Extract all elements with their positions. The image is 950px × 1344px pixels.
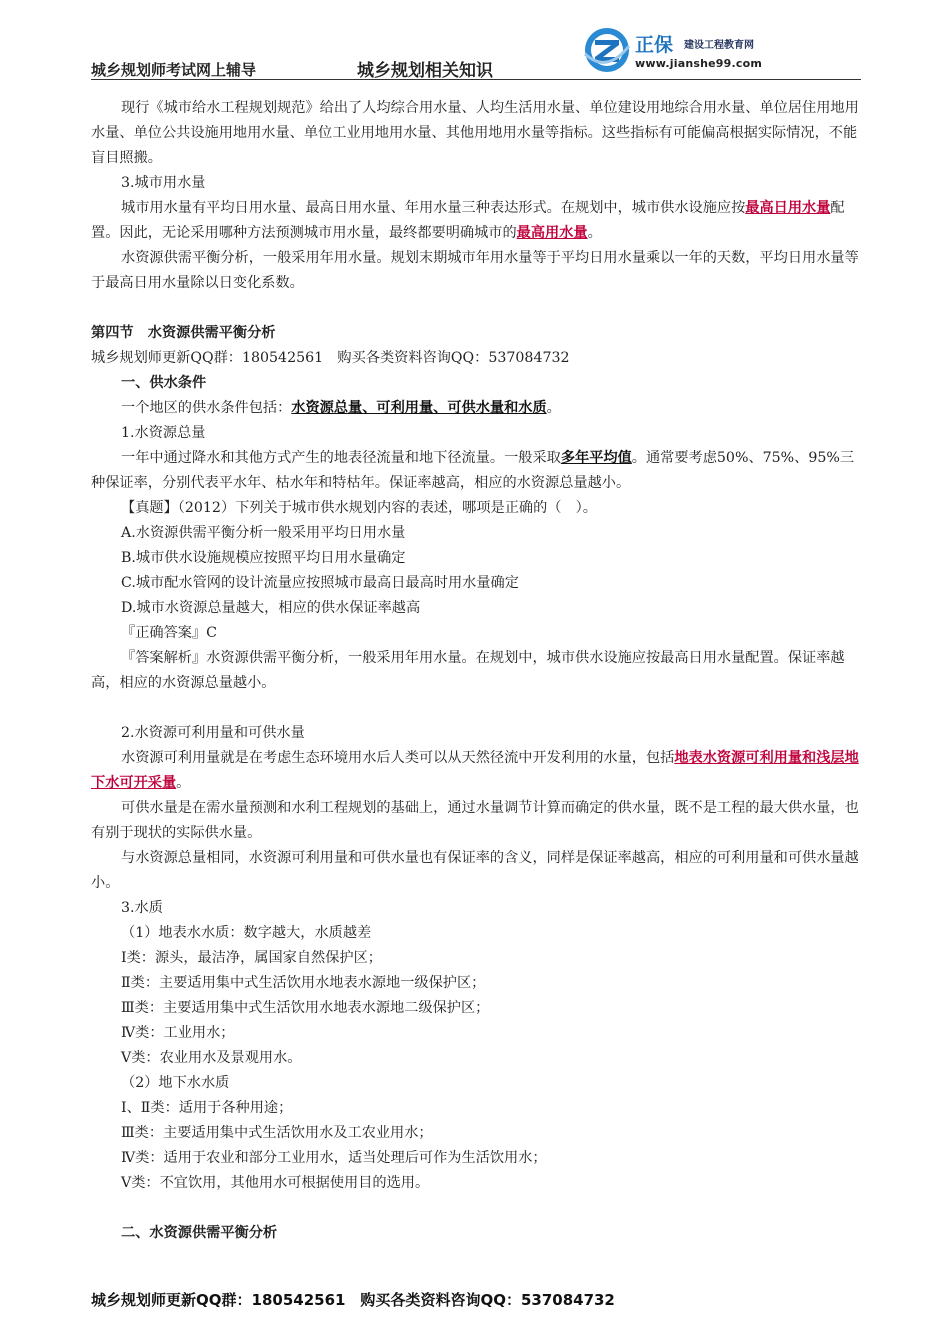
text-run: 水资源可利用量就是在考虑生态环境用水后人类可以从天然径流中开发利用的水量，包括 — [121, 750, 675, 766]
paragraph-supplyable-water: 可供水量是在需水量预测和水利工程规划的基础上，通过水量调节计算而确定的供水量，既不是工程的最大供水量，也有别于现状的实际供水量。 — [91, 800, 859, 841]
correct-answer: 『正确答案』C — [121, 625, 217, 641]
text-run: 。 — [176, 775, 191, 791]
list-item: Ⅰ类：源头，最洁净，属国家自然保护区； — [121, 950, 382, 966]
text-run: 。 — [546, 400, 561, 416]
heading-balance-analysis: 二、水资源供需平衡分析 — [121, 1225, 278, 1241]
heading-water-quality: 3.水质 — [121, 900, 163, 916]
keyword-multi-year-average: 多年平均值 — [560, 450, 632, 466]
heading-groundwater-quality: （2）地下水水质 — [121, 1075, 230, 1091]
question-title: 【真题】（2012）下列关于城市供水规划内容的表述，哪项是正确的（ ）。 — [121, 500, 597, 516]
list-item: Ⅱ类：主要适用集中式生活饮用水地表水源地一级保护区； — [121, 975, 486, 991]
keyword-max-daily-water: 最高日用水量 — [745, 200, 831, 216]
question-option-c: C.城市配水管网的设计流量应按照城市最高日最高时用水量确定 — [121, 575, 519, 591]
spacer — [91, 696, 861, 721]
text-run: 一个地区的供水条件包括： — [121, 400, 292, 416]
page-header — [0, 0, 950, 82]
keyword-usable-water: 地表水资源可利用量和浅层地下水可开采量 — [91, 750, 859, 791]
header-left-title: 城乡规划师考试网上辅导 — [91, 61, 257, 79]
answer-analysis: 『答案解析』水资源供需平衡分析，一般采用年用水量。在规划中，城市供水设施应按最高日用水量配置。保证率越高，相应的水资源总量越小。 — [91, 650, 845, 691]
question-option-d: D.城市水资源总量越大，相应的供水保证率越高 — [121, 600, 421, 616]
text-run: 。通常要考虑50%、75%、95%三种保证率，分别代表平水年、枯水年和特枯年。保证率越高，相应的水资源总量越小。 — [91, 450, 855, 491]
paragraph-supply-conditions — [91, 396, 861, 421]
question-option-b: B.城市供水设施规模应按照平均日用水量确定 — [121, 550, 406, 566]
list-item: Ⅳ类：工业用水； — [121, 1025, 235, 1041]
text-run: 城市用水量有平均日用水量、最高日用水量、年用水量三种表达形式。在规划中，城市供水设施应按 — [121, 200, 746, 216]
heading-supply-conditions: 一、供水条件 — [121, 375, 207, 391]
text-run: 配置。因此，无论采用哪种方法预测城市用水量，最终都要明确城市的 — [91, 200, 845, 241]
page-footer: 城乡规划师更新QQ群：180542561 购买各类资料咨询QQ：537084732 — [91, 1291, 615, 1309]
paragraph-standards: 现行《城市给水工程规划规范》给出了人均综合用水量、人均生活用水量、单位建设用地综合用水量、单位居住用地用水量、单位公共设施用地用水量、单位工业用地用水量、其他用地用水量等指标。这些指标有可能偏高根据实际情况，不能盲目照搬。 — [91, 100, 859, 166]
heading-usable-water: 2.水资源可利用量和可供水量 — [121, 725, 305, 741]
heading-surface-water-quality: （1）地表水水质：数字越大，水质越差 — [121, 925, 372, 941]
list-item: Ⅲ类：主要适用集中式生活饮用水地表水源地二级保护区； — [121, 1000, 490, 1016]
paragraph-total-water — [91, 446, 861, 496]
text-run: 一年中通过降水和其他方式产生的地表径流量和地下径流量。一般采取 — [121, 450, 561, 466]
keyword-supply-conditions: 水资源总量、可利用量、可供水量和水质 — [291, 400, 547, 416]
spacer — [91, 1196, 861, 1221]
brand-subtitle: 建设工程教育网 — [684, 40, 754, 51]
paragraph-usable-water — [91, 746, 861, 796]
keyword-max-water: 最高用水量 — [516, 225, 588, 241]
brand-logo-icon — [583, 24, 633, 76]
heading-total-water: 1.水资源总量 — [121, 425, 206, 441]
brand-name: 正保 — [635, 34, 674, 56]
heading-city-water-use: 3.城市用水量 — [121, 175, 206, 191]
qq-info-line: 城乡规划师更新QQ群：180542561 购买各类资料咨询QQ：537084732 — [91, 350, 570, 366]
spacer — [91, 296, 861, 321]
list-item: Ⅳ类：适用于农业和部分工业用水，适当处理后可作为生活饮用水； — [121, 1150, 547, 1166]
list-item: Ⅴ类：不宜饮用，其他用水可根据使用目的选用。 — [121, 1175, 430, 1191]
list-item: Ⅴ类：农业用水及景观用水。 — [121, 1050, 302, 1066]
list-item: Ⅰ、Ⅱ类：适用于各种用途； — [121, 1100, 293, 1116]
text-run: 。 — [587, 225, 602, 241]
brand-logo[interactable] — [583, 24, 783, 80]
header-center-title: 城乡规划相关知识 — [357, 61, 493, 81]
paragraph-guarantee-rate: 与水资源总量相同，水资源可利用量和可供水量也有保证率的含义，同样是保证率越高，相应的可利用量和可供水量越小。 — [91, 850, 859, 891]
paragraph-balance-annual: 水资源供需平衡分析，一般采用年用水量。规划末期城市年用水量等于平均日用水量乘以一年的天数，平均日用水量等于最高日用水量除以日变化系数。 — [91, 250, 859, 291]
section-title: 第四节 水资源供需平衡分析 — [91, 325, 276, 341]
paragraph-water-use-forms — [91, 196, 861, 246]
list-item: Ⅲ类：主要适用集中式生活饮用水及工农业用水； — [121, 1125, 433, 1141]
brand-url[interactable]: www.jianshe99.com — [635, 57, 763, 70]
header-divider — [91, 79, 861, 80]
question-option-a: A.水资源供需平衡分析一般采用平均日用水量 — [121, 525, 406, 541]
document-body — [91, 96, 861, 1246]
